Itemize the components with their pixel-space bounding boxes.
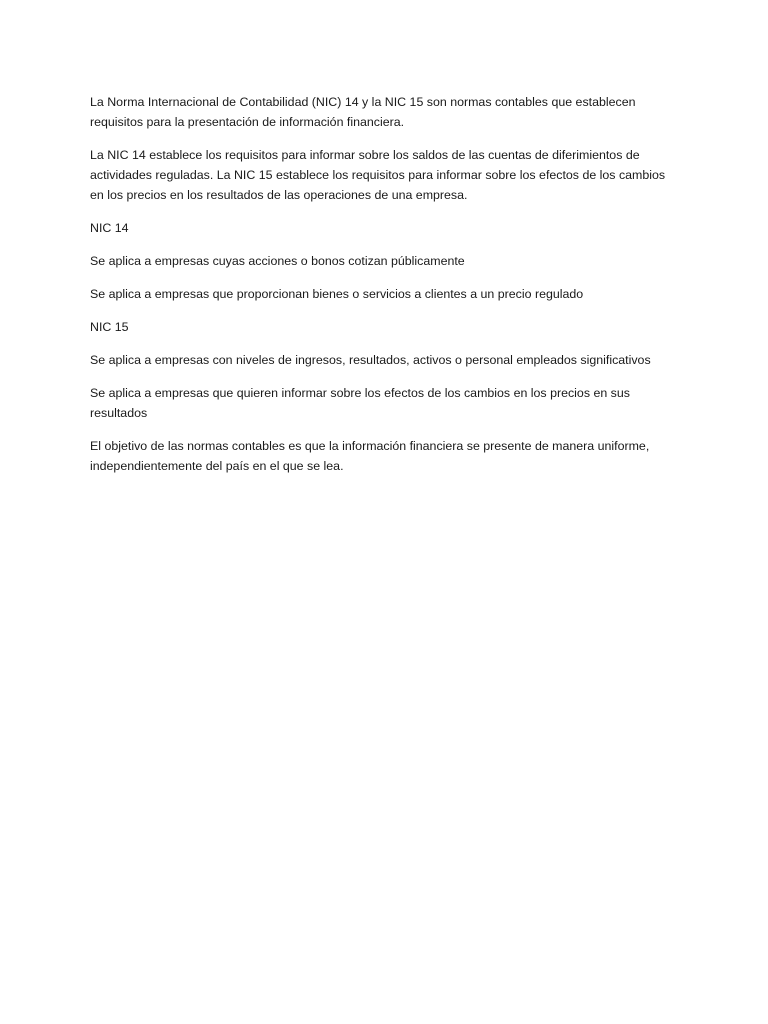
nic15-heading: NIC 15: [90, 320, 129, 334]
intro-paragraph: La Norma Internacional de Contabilidad (NIC) 14 y la NIC 15 son normas contables que establecen requisitos para la presentación de información financiera.: [90, 95, 636, 129]
nic15-point-2: Se aplica a empresas que quieren informar sobre los efectos de los cambios en los precios en sus resultados: [90, 386, 630, 420]
nic14-point-1: Se aplica a empresas cuyas acciones o bonos cotizan públicamente: [90, 254, 465, 268]
document-page: [90, 92, 680, 489]
nic14-point-2: Se aplica a empresas que proporcionan bienes o servicios a clientes a un precio regulado: [90, 287, 584, 301]
nic-description-paragraph: La NIC 14 establece los requisitos para informar sobre los saldos de las cuentas de diferimientos de actividades reguladas. La NIC 15 establece los requisitos para informar sobre los efectos de los cambios en los precios en los resultados de las operaciones de una empresa.: [90, 148, 666, 202]
nic15-point-1: Se aplica a empresas con niveles de ingresos, resultados, activos o personal empleados significativos: [90, 353, 651, 367]
conclusion-paragraph: El objetivo de las normas contables es que la información financiera se presente de manera uniforme, independientemente del país en el que se lea.: [90, 439, 650, 473]
nic14-heading: NIC 14: [90, 221, 129, 235]
